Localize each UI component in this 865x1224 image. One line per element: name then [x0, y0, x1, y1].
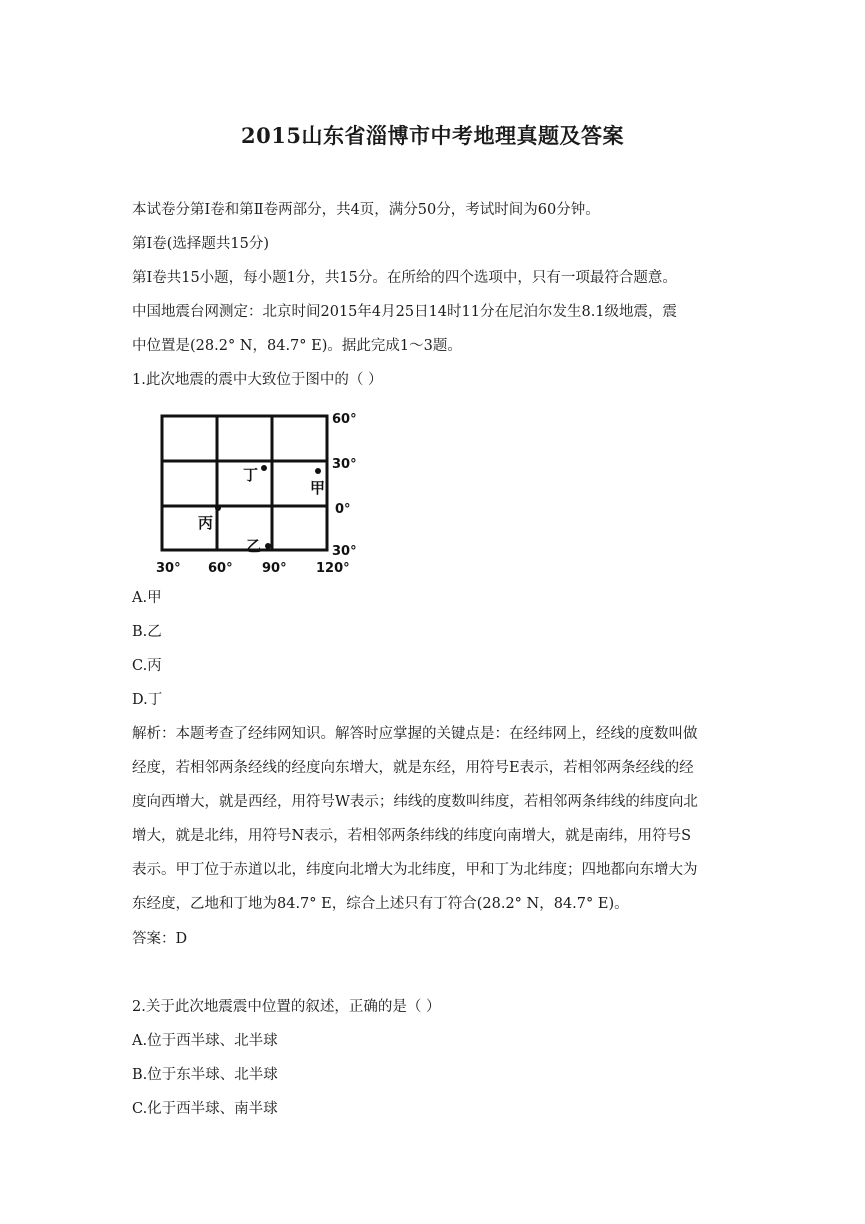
q1-option-b: B.乙: [132, 624, 162, 640]
analysis-line: 解析：本题考查了经纬网知识。解答时应掌握的关键点是：在经纬网上，经线的度数叫做: [132, 726, 698, 742]
point-bing-dot: [215, 505, 221, 511]
point-label-ding: 丁: [243, 466, 259, 484]
lat-label-60: 60°: [332, 412, 357, 427]
q1-answer: 答案：D: [132, 931, 188, 947]
question-2-stem: 2.关于此次地震震中位置的叙述，正确的是（ ）: [132, 999, 441, 1015]
lat-label-30s: 30°: [332, 544, 357, 559]
analysis-line: 度向西增大，就是西经，用符号W表示；纬线的度数叫纬度，若相邻两条纬线的纬度向北: [132, 794, 698, 810]
point-label-bing: 丙: [198, 514, 214, 532]
q1-option-a: A.甲: [132, 590, 162, 606]
document-title: 2015山东省淄博市中考地理真题及答案: [241, 123, 624, 148]
context-line-2: 中位置是(28.2° N，84.7° E)。据此完成1～3题。: [132, 338, 462, 354]
q2-option-c: C.化于西半球、南半球: [132, 1101, 278, 1117]
lon-label-60: 60°: [208, 561, 233, 576]
q2-option-b: B.位于东半球、北半球: [132, 1067, 278, 1083]
analysis-line: 增大，就是北纬，用符号N表示，若相邻两条纬线的纬度向南增大，就是南纬，用符号S: [132, 828, 692, 844]
section-title: 第Ⅰ卷(选择题共15分): [132, 236, 269, 252]
q1-option-d: D.丁: [132, 692, 163, 708]
lat-lon-grid-figure: [152, 406, 367, 576]
context-line-1: 中国地震台网测定：北京时间2015年4月25日14时11分在尼泊尔发生8.1级地震，震: [132, 304, 678, 320]
q1-option-c: C.丙: [132, 658, 162, 674]
point-ding-dot: [261, 465, 267, 471]
point-yi-dot: [265, 543, 271, 549]
lon-label-120: 120°: [316, 561, 350, 576]
point-label-yi: 乙: [246, 537, 262, 555]
q1-analysis: [132, 717, 732, 921]
exam-intro: 本试卷分第Ⅰ卷和第Ⅱ卷两部分，共4页，满分50分，考试时间为60分钟。: [132, 202, 600, 218]
lon-label-30: 30°: [156, 561, 181, 576]
q2-option-a: A.位于西半球、北半球: [132, 1033, 278, 1049]
analysis-line: 表示。甲丁位于赤道以北，纬度向北增大为北纬度，甲和丁为北纬度；四地都向东增大为: [132, 862, 698, 878]
lat-label-30n: 30°: [332, 457, 357, 472]
analysis-line: 经度，若相邻两条经线的经度向东增大，就是东经，用符号E表示，若相邻两条经线的经: [132, 760, 694, 776]
point-jia-dot: [315, 468, 321, 474]
question-1-stem: 1.此次地震的震中大致位于图中的（ ）: [132, 372, 383, 388]
lat-label-0: 0°: [335, 502, 351, 517]
lon-label-90: 90°: [262, 561, 287, 576]
analysis-line: 东经度，乙地和丁地为84.7° E，综合上述只有丁符合(28.2° N，84.7° E)。: [132, 896, 629, 912]
section-description: 第Ⅰ卷共15小题，每小题1分，共15分。在所给的四个选项中，只有一项最符合题意。: [132, 270, 677, 286]
point-label-jia: 甲: [310, 479, 326, 497]
